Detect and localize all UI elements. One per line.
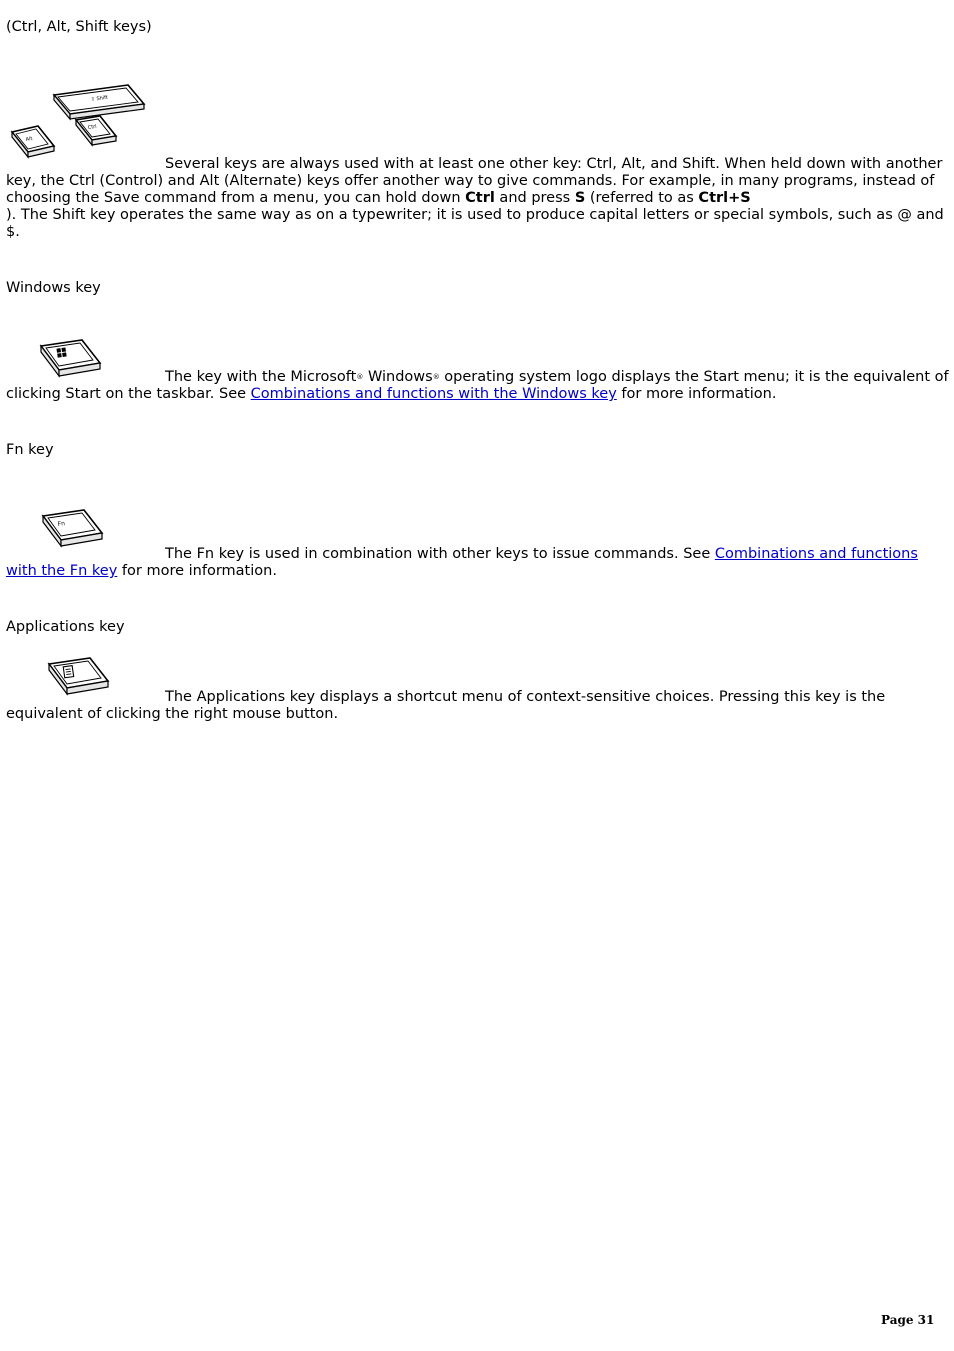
fn-key-description: The Fn key is used in combination with other keys to issue commands. See Combinations and functions with the Fn key for more information. bbox=[6, 546, 918, 579]
alt-key-icon bbox=[12, 126, 54, 157]
page-number: Page 31 bbox=[881, 1313, 935, 1327]
shift-key-label: ⇧ Shift bbox=[90, 94, 109, 103]
ctrl-alt-shift-keys-illustration bbox=[8, 82, 148, 162]
section-heading-windows-key: Windows key bbox=[6, 280, 101, 296]
windows-key-combinations-link[interactable]: Combinations and functions with the Windows key bbox=[250, 386, 617, 402]
menu-icon bbox=[63, 666, 73, 678]
section-heading-ctrl-alt-shift: (Ctrl, Alt, Shift keys) bbox=[6, 19, 152, 35]
fn-key-combinations-link[interactable]: Combinations and functions with the Fn key bbox=[6, 546, 918, 579]
alt-key-label: Alt bbox=[25, 135, 34, 143]
ctrl-key-label: Ctrl bbox=[87, 123, 98, 131]
shift-key-icon bbox=[54, 85, 144, 119]
s-emphasis: S bbox=[574, 190, 586, 206]
section-heading-applications-key: Applications key bbox=[6, 619, 125, 635]
windows-key-description: The key with the Microsoft® Windows® operating system logo displays the Start menu; it is the equivalent of clicking Start on the taskbar. See Combinations and functions with the Windows key for more information. bbox=[6, 369, 949, 402]
fn-key-label: Fn bbox=[57, 520, 66, 528]
ctrl-emphasis: Ctrl bbox=[465, 190, 495, 206]
ctrl-s-emphasis: Ctrl+S bbox=[698, 190, 751, 206]
section-heading-fn-key: Fn key bbox=[6, 442, 54, 458]
ctrl-alt-shift-description: Several keys are always used with at least one other key: Ctrl, Alt, and Shift. When held down with another key, the Ctrl (Control) and Alt (Alternate) keys offer another way to give commands. For example, in many programs, instead of choosing the Save command from a menu, you can hold down Ctrl and press S (referred to as Ctrl+S ). The Shift key operates the same way as on a typewriter; it is used to produce capital letters or special symbols, such as @ and $. bbox=[6, 156, 944, 240]
ctrl-key-icon bbox=[76, 116, 116, 145]
applications-key-description: The Applications key displays a shortcut menu of context-sensitive choices. Pressing this key is the equivalent of clicking the right mouse button. bbox=[6, 689, 886, 722]
